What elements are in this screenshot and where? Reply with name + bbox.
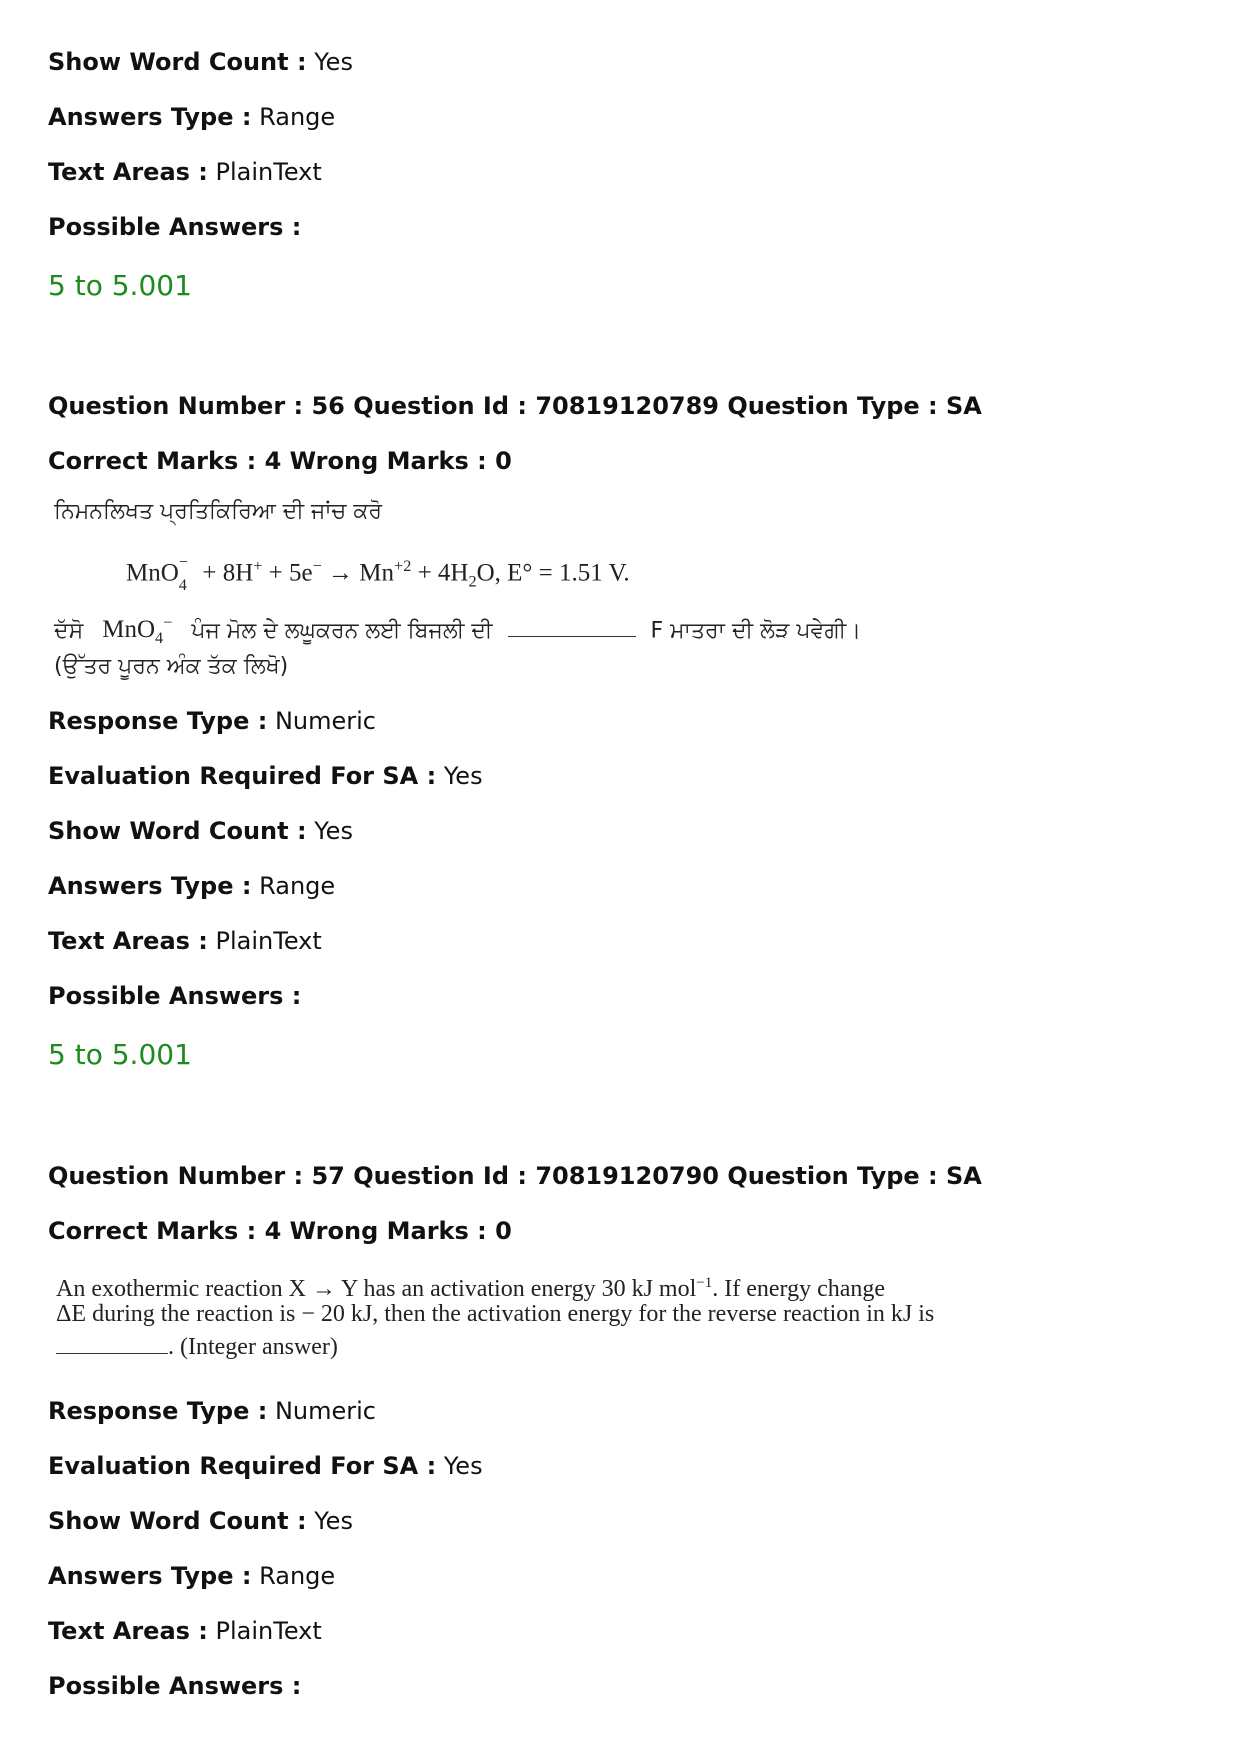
answer-blank: [508, 636, 636, 637]
q56-text-areas: [48, 925, 322, 957]
q56-line3-c: F ਮਾਤਰਾ ਦੀ ਲੋੜ ਪਵੇਗੀ।: [650, 618, 862, 644]
field-label: Answers Type :: [48, 103, 252, 131]
field-label: Evaluation Required For SA :: [48, 1452, 437, 1480]
q56-answers-type: [48, 870, 335, 902]
question-header: Question Number : 56 Question Id : 70819120789 Question Type : SA: [48, 392, 982, 420]
q56-line3-a: ਦੱਸੋ: [54, 618, 84, 644]
field-value: Numeric: [274, 707, 376, 735]
field-label: Show Word Count :: [48, 1507, 307, 1535]
q57-line3-text: . (Integer answer): [168, 1334, 338, 1360]
q56-show-word-count: [48, 815, 353, 847]
q56-question-line3: [54, 607, 861, 654]
question-header: Question Number : 57 Question Id : 70819120790 Question Type : SA: [48, 1162, 982, 1190]
prev-answers-type: [48, 101, 335, 133]
field-label: Possible Answers :: [48, 1672, 302, 1700]
q57-text-areas: [48, 1615, 322, 1647]
q56-header: [48, 390, 982, 422]
field-label: Show Word Count :: [48, 817, 307, 845]
q57-question-line3: [56, 1332, 338, 1362]
q56-marks: [48, 445, 512, 477]
field-value: PlainText: [215, 927, 322, 955]
q57-marks: [48, 1215, 512, 1247]
q56-response-type: [48, 705, 376, 737]
q56-possible-answers: [48, 980, 301, 1012]
field-value: PlainText: [215, 158, 322, 186]
q57-evaluation: [48, 1450, 483, 1482]
q57-response-type: [48, 1395, 376, 1427]
q56-question-line4: (ਉੱਤਰ ਪੂਰਨ ਅੰਕ ਤੱਕ ਲਿਖੋ): [54, 654, 289, 679]
field-value: Yes: [314, 48, 353, 76]
field-value: Yes: [443, 1452, 483, 1480]
field-value: Numeric: [274, 1397, 376, 1425]
field-label: Response Type :: [48, 707, 268, 735]
field-value: Yes: [314, 1507, 353, 1535]
field-label: Text Areas :: [48, 1617, 208, 1645]
marks-line: Correct Marks : 4 Wrong Marks : 0: [48, 447, 512, 475]
marks-line: Correct Marks : 4 Wrong Marks : 0: [48, 1217, 512, 1245]
field-label: Answers Type :: [48, 872, 252, 900]
field-label: Text Areas :: [48, 158, 208, 186]
q57-line1-b: . If energy change: [712, 1276, 886, 1302]
field-value: Range: [259, 103, 336, 131]
field-label: Answers Type :: [48, 1562, 252, 1590]
field-value: Yes: [314, 817, 353, 845]
prev-text-areas: [48, 156, 322, 188]
prev-show-word-count: [48, 46, 353, 78]
q57-question-line1: An exothermic reaction X → Y has an activation energy 30 kJ mol$^{-1}$. If energy change: [56, 1275, 886, 1302]
q56-line3-b: ਪੰਜ ਮੋਲ ਦੇ ਲਘੂਕਰਨ ਲਈ ਬਿਜਲੀ ਦੀ: [191, 618, 493, 644]
q57-answers-type: [48, 1560, 335, 1592]
field-label: Text Areas :: [48, 927, 208, 955]
prev-possible-answers: [48, 211, 301, 243]
q57-show-word-count: [48, 1505, 353, 1537]
field-label: Possible Answers :: [48, 213, 302, 241]
field-label: Evaluation Required For SA :: [48, 762, 437, 790]
field-label: Possible Answers :: [48, 982, 302, 1010]
q57-possible-answers: [48, 1670, 301, 1702]
field-value: PlainText: [215, 1617, 322, 1645]
field-label: Show Word Count :: [48, 48, 307, 76]
answer-blank: [56, 1353, 168, 1354]
field-value: Range: [259, 1562, 336, 1590]
q56-question-line1: ਨਿਮਨਲਿਖਤ ਪ੍ਰਤਿਕਿਰਿਆ ਦੀ ਜਾਂਚ ਕਰੋ: [54, 499, 383, 524]
field-label: Response Type :: [48, 1397, 268, 1425]
field-value: Yes: [443, 762, 483, 790]
q56-evaluation: [48, 760, 483, 792]
field-value: Range: [259, 872, 336, 900]
q56-answer-range: 5 to 5.001: [48, 1038, 192, 1071]
q57-question-line2: ΔE during the reaction is − 20 kJ, then the activation energy for the reverse reaction in kJ is: [56, 1301, 935, 1327]
prev-answer-range: 5 to 5.001: [48, 269, 192, 302]
q56-equation: $MnO_4^- + 8H^+ + 5e^- \to Mn^{+2} + 4H_2O$, E° = 1.51 V.: [126, 553, 630, 595]
q56-formula: MnO$_4$−: [102, 614, 173, 648]
q57-line1-a: An exothermic reaction X → Y has an activation energy 30 kJ mol: [56, 1276, 697, 1302]
q57-header: [48, 1160, 982, 1192]
